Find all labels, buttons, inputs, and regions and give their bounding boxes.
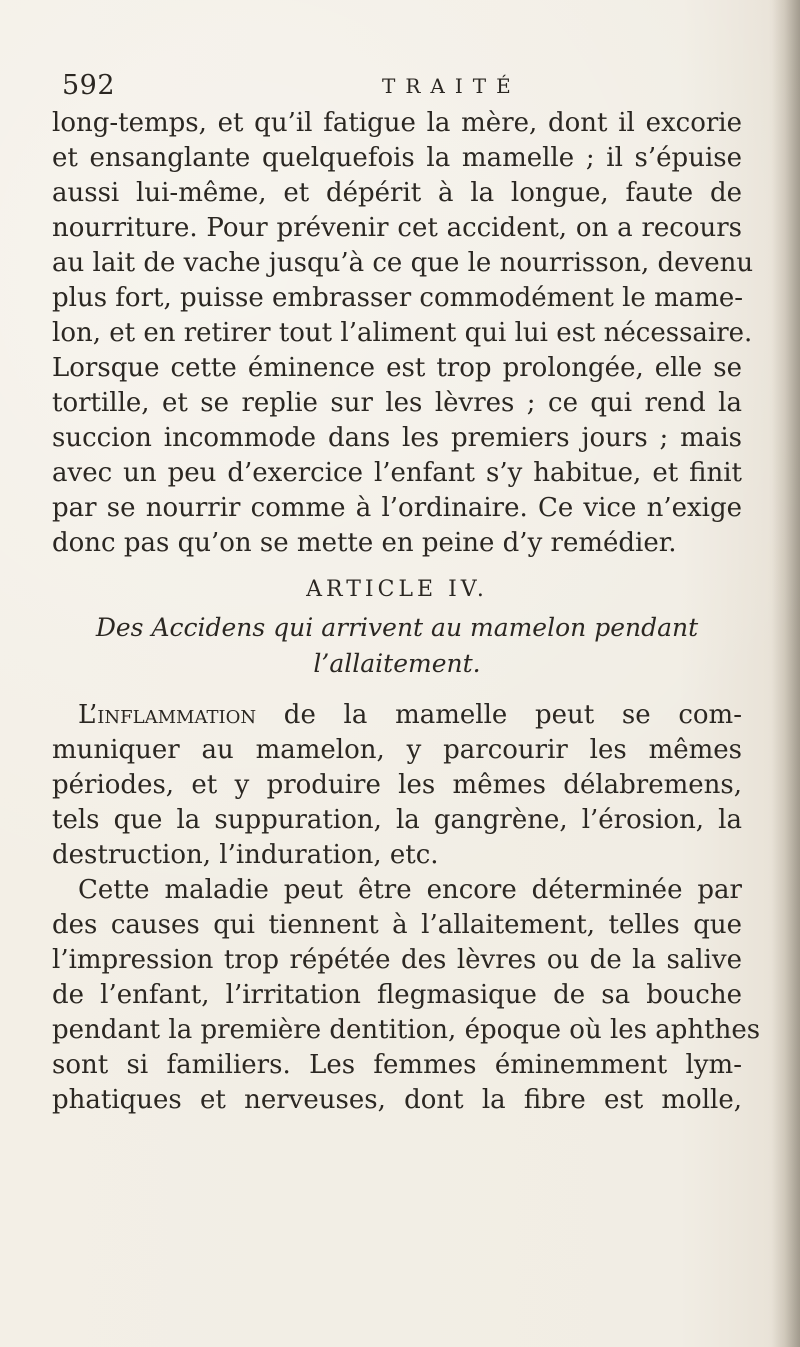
paragraph-1 — [52, 106, 754, 351]
text-line: lon, et en retirer tout l’aliment qui lui est nécessaire. — [52, 318, 753, 348]
paragraph-4 — [52, 873, 761, 1118]
text-line: de l’enfant, l’irritation flegmasique de sa bouche — [52, 980, 742, 1010]
text-line: Cette maladie peut être encore déterminée par — [78, 875, 742, 905]
text-line: avec un peu d’exercice l’enfant s’y habitue, et finit — [52, 458, 742, 488]
article-subheading-line-1: Des Accidens qui arrivent au mamelon pendant — [95, 613, 699, 642]
text-block — [52, 106, 761, 1118]
page-number: 592 — [62, 70, 116, 101]
text-line: pendant la première dentition, époque où les aphthes — [52, 1015, 761, 1045]
page-edge-shadow — [772, 0, 800, 1347]
running-title: TRAITÉ — [382, 74, 521, 98]
text-line: des causes qui tiennent à l’allaitement, telles que — [52, 910, 742, 940]
paragraph-3 — [52, 698, 742, 873]
text-line: phatiques et nerveuses, dont la fibre est molle, — [52, 1085, 742, 1115]
running-head — [62, 66, 742, 106]
text-line: long-temps, et qu’il fatigue la mère, dont il excorie — [52, 108, 742, 138]
text-line: l’impression trop répétée des lèvres ou de la salive — [52, 945, 742, 975]
first-line-rest: de la mamelle peut se com- — [256, 700, 742, 730]
article-heading: ARTICLE IV. — [306, 577, 488, 602]
text-line: périodes, et y produire les mêmes délabremens, — [52, 770, 742, 800]
text-line: au lait de vache jusqu’à ce que le nourrisson, devenu — [52, 248, 754, 278]
text-line: aussi lui-même, et dépérit à la longue, faute de — [52, 178, 742, 208]
text-line: plus fort, puisse embrasser commodément le mame- — [52, 283, 744, 313]
text-line: succion incommode dans les premiers jours ; mais — [52, 423, 742, 453]
paragraph-2 — [52, 351, 742, 561]
text-line: destruction, l’induration, etc. — [52, 840, 439, 870]
text-line: tortille, et se replie sur les lèvres ; ce qui rend la — [52, 388, 742, 418]
text-line — [52, 698, 742, 733]
lead-word: L’inflammation — [78, 700, 257, 730]
text-line: donc pas qu’on se mette en peine d’y remédier. — [52, 528, 677, 558]
text-line: Lorsque cette éminence est trop prolongée, elle se — [52, 353, 742, 383]
text-line: par se nourrir comme à l’ordinaire. Ce vice n’exige — [52, 493, 742, 523]
article-subheading-line-2: l’allaitement. — [313, 649, 481, 678]
text-line: sont si familiers. Les femmes éminemment lym- — [52, 1050, 742, 1080]
text-line: muniquer au mamelon, y parcourir les mêmes — [52, 735, 742, 765]
text-line: nourriture. Pour prévenir cet accident, on a recours — [52, 213, 742, 243]
text-line: et ensanglante quelquefois la mamelle ; il s’épuise — [52, 143, 742, 173]
text-line: tels que la suppuration, la gangrène, l’érosion, la — [52, 805, 742, 835]
